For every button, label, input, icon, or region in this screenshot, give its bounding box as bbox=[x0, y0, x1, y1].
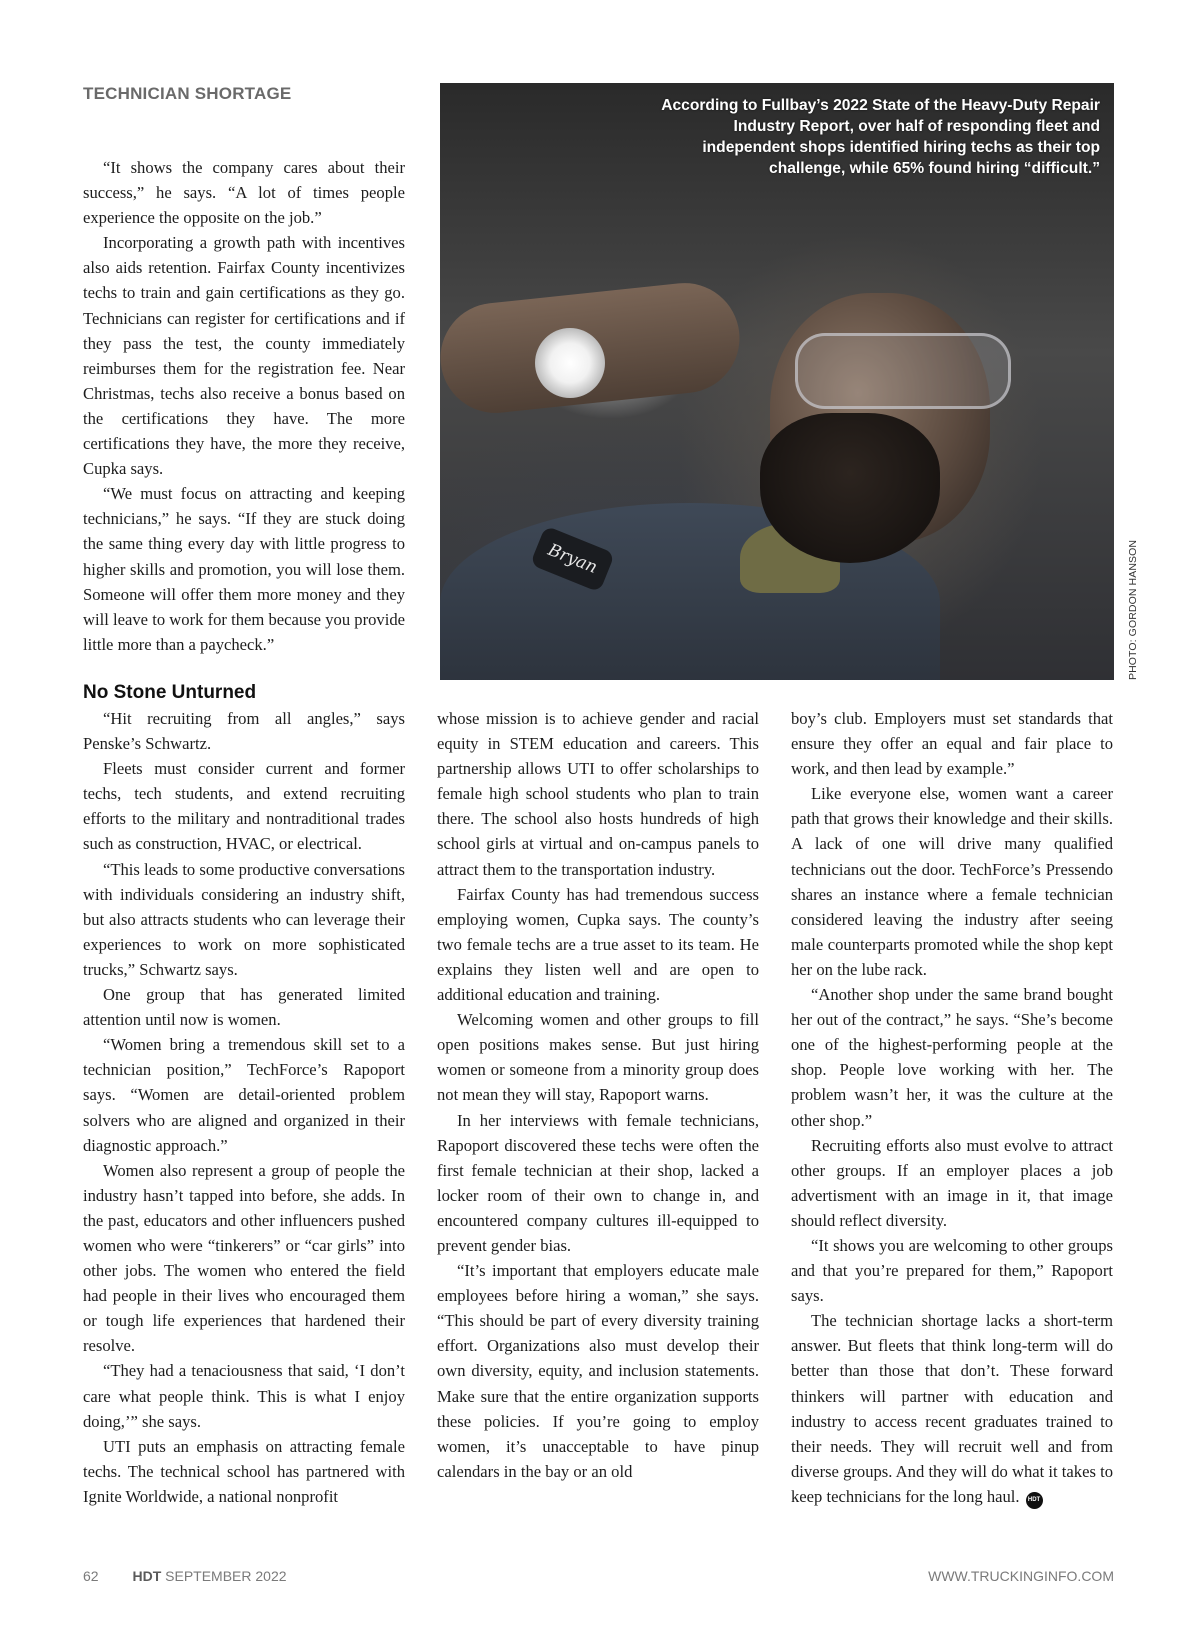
website-url: WWW.TRUCKINGINFO.COM bbox=[928, 1568, 1114, 1584]
paragraph: UTI puts an emphasis on attracting female techs. The technical school has partnered with Ignite Worldwide, a national nonprofit bbox=[83, 1436, 405, 1506]
flashlight-glow bbox=[535, 328, 605, 398]
paragraph: Women also represent a group of people the industry hasn’t tapped into before, she adds. In the past, educators and other influencers pushed women who were “tinkerers” or “car girls” into other jobs. The women who entered the field had people in their lives who encouraged them or tough life experiences that hardened their resolve. bbox=[83, 1160, 405, 1356]
paragraph: Incorporating a growth path with incentives also aids retention. Fairfax County incentivizes techs to train and gain certifications as they go. Technicians can register for certifications and if they pass the test, the county immediately reimburses them for the registration fee. Near Christmas, techs also receive a bonus based on the certifications they have. The more certifications they have, the more they receive, Cupka says. bbox=[83, 233, 405, 479]
paragraph: boy’s club. Employers must set standards that ensure they offer an equal and fair place to work, and then lead by example.” bbox=[791, 709, 1113, 779]
paragraph: “We must focus on attracting and keeping technicians,” he says. “If they are stuck doing the same thing every day with little progress to higher skills and promotion, you will lose them. Someone will offer them more money and they will leave to work for them because you provide little more than a paycheck.” bbox=[83, 484, 405, 654]
photo-credit: PHOTO: GORDON HANSON bbox=[1127, 539, 1139, 680]
paragraph: Like everyone else, women want a career path that grows their knowledge and their skills. A lack of one will drive many qualified technicians out the door. TechForce’s Pressendo shares an instance where a female technician considered leaving the industry after seeing male counterparts promoted while the shop kept her on the lube rack. bbox=[791, 784, 1113, 979]
paragraph: In her interviews with female technicians, Rapoport discovered these techs were often the first female technician at their shop, lacked a locker room of their own to change in, and encountered company cultures ill-equipped to prevent gender bias. bbox=[437, 1110, 759, 1255]
footer-left bbox=[83, 1568, 287, 1584]
article-column-1 bbox=[83, 155, 405, 657]
paragraph: “They had a tenaciousness that said, ‘I don’t care what people think. This is what I enjoy doing,’” she says. bbox=[83, 1361, 405, 1431]
paragraph bbox=[791, 1308, 1113, 1509]
article-column-2 bbox=[83, 706, 405, 1509]
paragraph: “It’s important that employers educate male employees before hiring a woman,” she says. “This should be part of every diversity training effort. Organizations also must develop their own diversity, equity, and inclusion statements. Make sure that the entire organization supports these policies. If you’re going to employ women, it’s unacceptable to have pinup calendars in the bay or an old bbox=[437, 1261, 759, 1481]
article-photo bbox=[440, 83, 1114, 680]
safety-glasses bbox=[795, 333, 1011, 409]
page-number: 62 bbox=[83, 1568, 99, 1584]
paragraph-text: The technician shortage lacks a short-term answer. But fleets that think long-term will do better than those that don’t. These forward thinkers will partner with education and industry to access recent graduates trained to their needs. They will recruit well and from diverse groups. And they will do what it takes to keep technicians for the long haul. bbox=[791, 1311, 1113, 1506]
article-column-4 bbox=[791, 706, 1113, 1509]
issue-date: SEPTEMBER 2022 bbox=[165, 1568, 287, 1584]
paragraph: Recruiting efforts also must evolve to attract other groups. If an employer places a job advertisment with an image in it, that image should reflect diversity. bbox=[791, 1135, 1113, 1230]
end-mark-icon: HDT bbox=[1026, 1492, 1043, 1509]
paragraph: Welcoming women and other groups to fill open positions makes sense. But just hiring women or someone from a minority group does not mean they will stay, Rapoport warns. bbox=[437, 1010, 759, 1105]
section-label: TECHNICIAN SHORTAGE bbox=[83, 84, 292, 103]
paragraph: “It shows the company cares about their success,” he says. “A lot of times people experience the opposite on the job.” bbox=[83, 158, 405, 228]
paragraph: “It shows you are welcoming to other groups and that you’re prepared for them,” Rapoport says. bbox=[791, 1235, 1113, 1306]
paragraph: One group that has generated limited attention until now is women. bbox=[83, 985, 405, 1030]
article-column-3 bbox=[437, 706, 759, 1484]
paragraph: “Hit recruiting from all angles,” says Penske’s Schwartz. bbox=[83, 709, 405, 754]
paragraph: whose mission is to achieve gender and racial equity in STEM education and careers. This partnership allows UTI to offer scholarships to female high school students who plan to train there. The school also hosts hundreds of high school girls at virtual and on-campus panels to attract them to the transportation industry. bbox=[437, 709, 759, 879]
paragraph: Fairfax County has had tremendous success employing women, Cupka says. The county’s two female techs are a true asset to its team. He explains they listen well and are open to additional education and training. bbox=[437, 884, 759, 1005]
photo-caption: According to Fullbay’s 2022 State of the Heavy-Duty Repair Industry Report, over half of responding fleet and independent shops identified hiring techs as their top challenge, while 65% found hiring “difficult.” bbox=[661, 97, 1100, 177]
paragraph: “Another shop under the same brand bought her out of the contract,” he says. “She’s become one of the highest-performing people at the shop. People love working with her. The problem wasn’t her, it was the culture at the other shop.” bbox=[791, 985, 1113, 1130]
paragraph: “Women bring a tremendous skill set to a technician position,” TechForce’s Rapoport says. “Women are detail-oriented problem solvers who are aligned and organized in their diagnostic approach.” bbox=[83, 1035, 405, 1155]
section-subhead: No Stone Unturned bbox=[83, 682, 257, 703]
paragraph: “This leads to some productive conversations with individuals considering an industry shift, but also attracts students who can leverage their experiences to work on more sophisticated trucks,” Schwartz says. bbox=[83, 859, 405, 979]
name-patch: Bryan bbox=[530, 525, 615, 592]
paragraph: Fleets must consider current and former techs, tech students, and extend recruiting efforts to the military and nontraditional trades such as construction, HVAC, or electrical. bbox=[83, 759, 405, 854]
photo-beard bbox=[760, 413, 940, 563]
magazine-brand: HDT bbox=[132, 1568, 162, 1584]
